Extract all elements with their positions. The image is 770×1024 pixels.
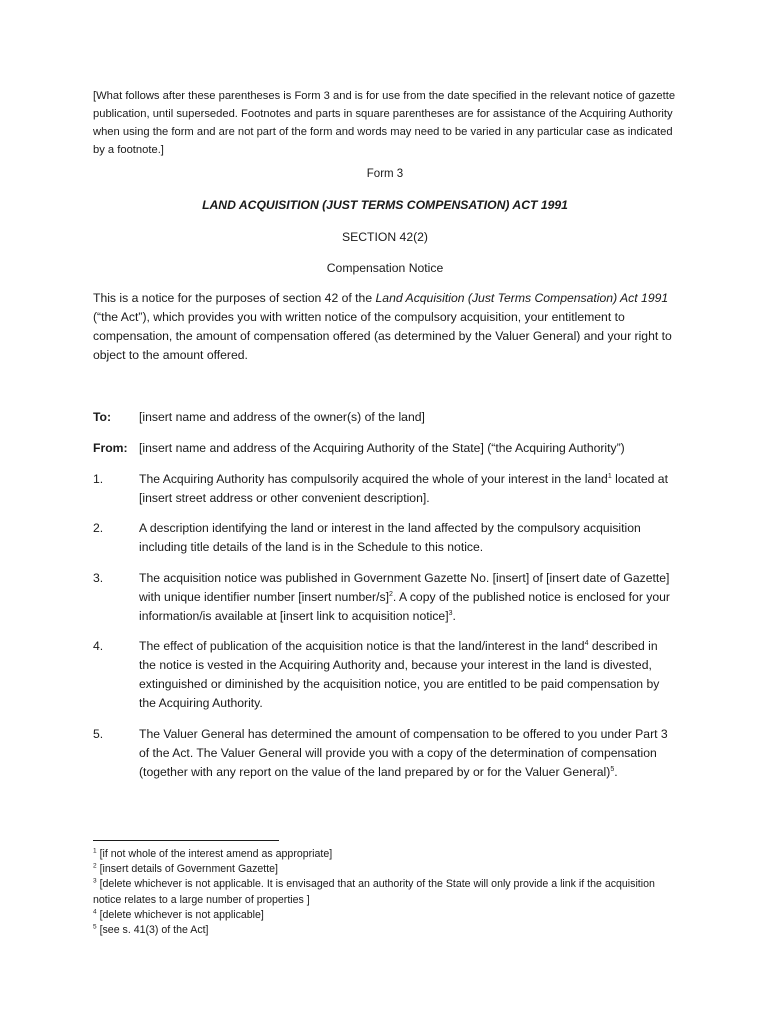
item-number: 4. — [93, 639, 104, 653]
item-number: 2. — [93, 521, 104, 535]
footnote: $^3$ [delete whichever is not applicable. It is envisaged that an authority of the State will only provide a link if the acquisition notice relates to a large number of properties ] — [93, 877, 655, 906]
act-name-italic: Land Acquisition (Just Terms Compensation) Act 1991 — [375, 291, 669, 305]
from-text: [insert name and address of the Acquiring Authority of the State] (“the Acquiring Authority”) — [139, 441, 625, 455]
footnote-ref[interactable]: 5 — [610, 765, 615, 773]
item-text: A description identifying the land or interest in the land affected by the compulsory acquisition including title details of the land is in the Schedule to this notice. — [139, 521, 641, 554]
item-number: 1. — [93, 472, 104, 486]
to-text: [insert name and address of the owner(s) of the land] — [139, 410, 425, 424]
footnote-divider — [93, 840, 279, 841]
footnote-ref[interactable]: 1 — [607, 472, 612, 480]
footnote: $^5$ [see s. 41(3) of the Act] — [93, 923, 209, 937]
form-number: Form 3 — [366, 168, 404, 180]
from-label: From: — [93, 441, 128, 455]
item-text: The effect of publication of the acquisition notice is that the land/interest in the land$^4$ described in the notice is vested in the Acquiring Authority and, because your interest in the land is divested, extinguished or diminished by the acquisition notice, you are entitled to be paid compensation by the Acquiring Authority. — [139, 639, 660, 710]
item-number: 5. — [93, 727, 104, 741]
body-paragraph — [93, 289, 673, 365]
footnote: $^1$ [if not whole of the interest amend as appropriate] — [93, 847, 333, 860]
item-text: The acquisition notice was published in Government Gazette No. [insert] of [insert date of Gazette] with unique identifier number [insert number/s]$^2$. A copy of the published notice is enclosed for your information/is available at [insert link to acquisition notice]$^3$. — [139, 571, 670, 623]
body-text-part2: (“the Act”), which provides you with written notice of the compulsory acquisition, your entitlement to compensation, the amount of compensation offered (as determined by the Valuer General) and your right to object to the amount offered. — [93, 310, 672, 362]
act-title: LAND ACQUISITION (JUST TERMS COMPENSATION) ACT 1991 — [202, 198, 568, 212]
footnote: $^4$ [delete whichever is not applicable] — [93, 908, 264, 921]
footnote-ref[interactable]: 2 — [388, 590, 393, 598]
section-heading: SECTION 42(2) — [341, 230, 428, 244]
intro-note: [What follows after these parentheses is Form 3 and is for use from the date specified in the relevant notice of gazette publication, until superseded. Footnotes and parts in square parentheses are for assistance of the Acquiring Authority when using the form and are not part of the form and words may need to be varied in any particular case as indicated by a footnote.] — [93, 90, 676, 156]
footnote: $^2$ [insert details of Government Gazette] — [93, 862, 278, 876]
item-text: The Valuer General has determined the amount of compensation to be offered to you under Part 3 of the Act. The Valuer General will provide you with a copy of the determination of compensation (together with any report on the value of the land prepared by or for the Valuer General)$^5$. — [139, 727, 668, 779]
footnote-ref[interactable]: 3 — [448, 609, 453, 617]
item-text: The Acquiring Authority has compulsorily acquired the whole of your interest in the land$^1$ located at [insert street address or other convenient description]. — [139, 472, 668, 505]
body-text-part1: This is a notice for the purposes of section 42 of the — [93, 291, 376, 305]
footnotes — [93, 847, 683, 938]
to-label: To: — [93, 410, 112, 424]
footnote-ref[interactable]: 4 — [584, 639, 589, 647]
item-number: 3. — [93, 571, 104, 585]
notice-title: Compensation Notice — [326, 261, 444, 275]
